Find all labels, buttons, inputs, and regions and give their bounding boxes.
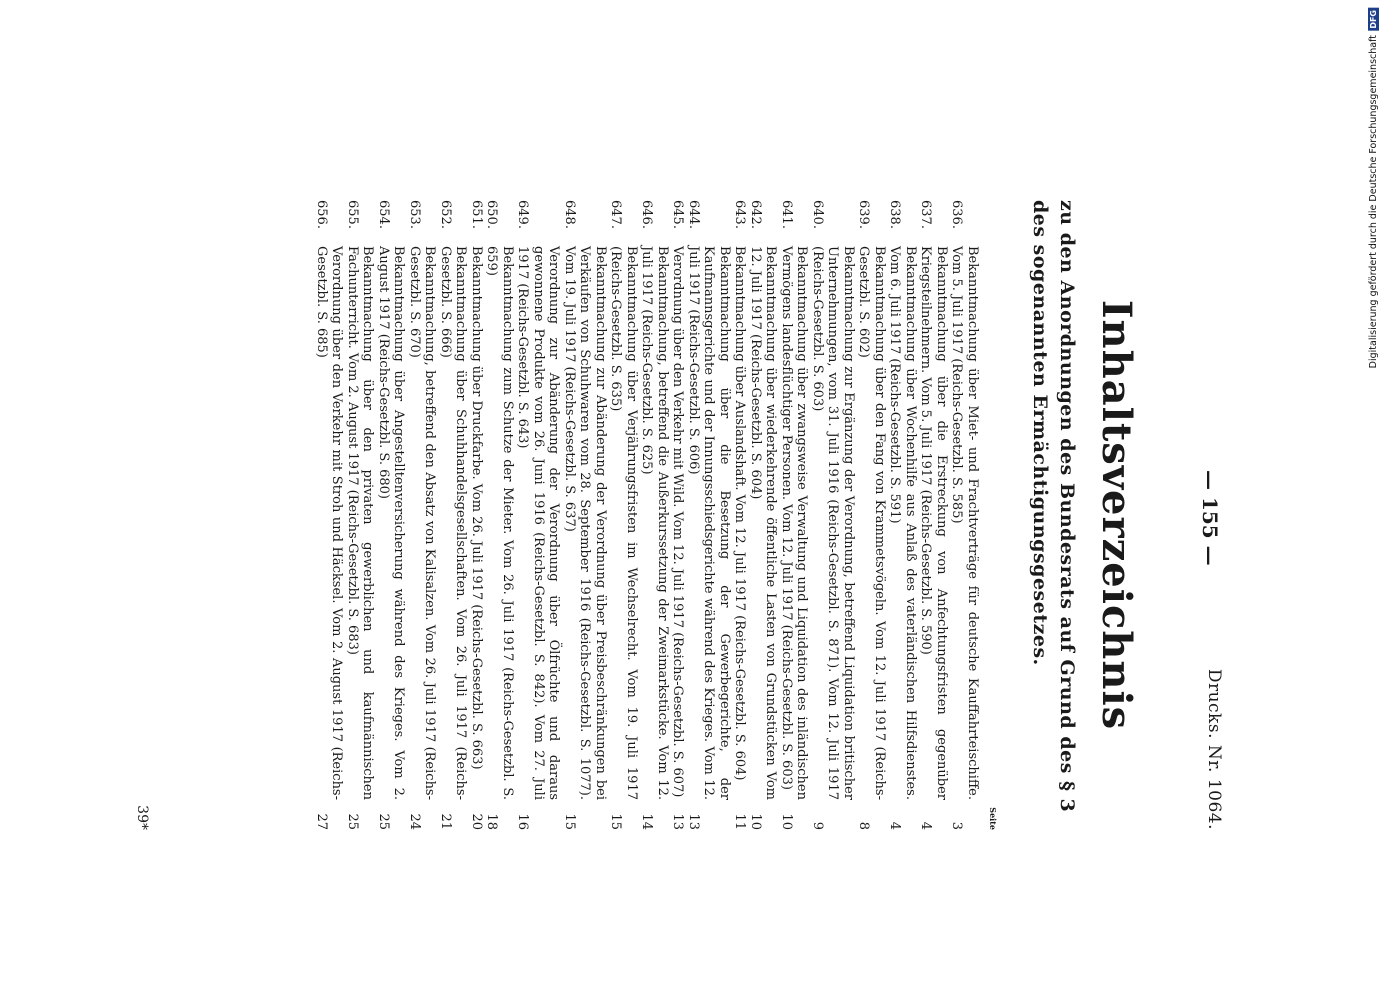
dfg-logo: DFG <box>1369 10 1378 29</box>
dfg-sidebar <box>1368 8 1379 368</box>
entry-page: 3 <box>949 821 965 830</box>
entry-page: 16 <box>515 813 531 830</box>
toc-entry <box>639 200 670 830</box>
entry-text: Bekanntmachung über die Besetzung der Gewerbegerichte, der Kaufmannsgerichte und der Innungsschiedsgerichte während des Krieges. Vom 12. Juli 1917 (Reichs-Gesetzbl. S. 606) <box>686 246 732 800</box>
entry-number: 654. <box>376 200 391 229</box>
entry-text: Bekanntmachung über Auslandshaft. Vom 12. Juli 1917 (Reichs-Gesetzbl. S. 604) <box>732 246 748 781</box>
entry-text: Bekanntmachung über Schuhhandelsgesellschaften. Vom 26. Juli 1917 (Reichs-Gesetzbl. S. 666) <box>438 246 469 800</box>
entry-number: 653. <box>407 200 422 229</box>
entry-page: 24 <box>407 813 422 830</box>
entry-number: 636. <box>949 200 965 229</box>
page-title: Inhaltsverzeichnis <box>1093 299 1140 731</box>
entry-number: 645. <box>670 200 686 229</box>
seite-label: Seite <box>988 807 998 830</box>
entry-text: Verordnung über den Verkehr mit Wild. Vom 12. Juli 1917 (Reichs-Gesetzbl. S. 607) <box>670 246 686 798</box>
toc-entry <box>670 200 686 830</box>
footer-mark: 39* <box>134 805 150 830</box>
dfg-credit-text: Digitalisierung gefördert durch die Deutsche Forschungsgemeinschaft <box>1368 34 1379 368</box>
toc-entry <box>562 200 609 830</box>
entry-text: Verordnung über den Verkehr mit Stroh und Häcksel. Vom 2. August 1917 (Reichs-Gesetzbl. S. 685) <box>314 246 345 800</box>
entry-number: 646. <box>639 200 655 229</box>
entry-number: 651. <box>469 200 484 229</box>
entry-text: Bekanntmachung über Verjährungsfristen im Wechselrecht. Vom 19. Juli 1917 (Reichs-Gesetzbl. S. 635) <box>608 246 639 800</box>
toc-entry <box>856 200 887 830</box>
page-number: — 155 — <box>1198 470 1222 566</box>
entry-page: 15 <box>608 813 624 830</box>
entry-text: Bekanntmachung über Angestelltenversicherung während des Krieges. Vom 2. August 1917 (Reichs-Gesetzbl. S. 680) <box>376 246 407 800</box>
entry-number: 639. <box>856 200 872 229</box>
entry-page: 9 <box>810 821 825 830</box>
entry-number: 649. <box>515 200 531 229</box>
entry-number: 647. <box>608 200 624 229</box>
toc-entry <box>810 200 857 830</box>
toc-list <box>314 200 981 830</box>
toc-entry <box>469 200 485 830</box>
toc-entry <box>887 200 918 830</box>
entry-text: Bekanntmachung zum Schutze der Mieter. Vom 26. Juli 1917 (Reichs-Gesetzbl. S. 659) <box>484 246 515 800</box>
entry-number: 652. <box>438 200 453 229</box>
toc-entry <box>438 200 469 830</box>
entry-page: 8 <box>856 821 872 830</box>
entry-text: Bekanntmachung über Druckfarbe. Vom 26. Juli 1917 (Reichs-Gesetzbl. S. 663) <box>469 246 484 770</box>
toc-entry <box>515 200 562 830</box>
entry-number: 650. <box>484 200 500 229</box>
page-header <box>1190 200 1230 830</box>
entry-page: 18 <box>484 813 500 830</box>
entry-number: 643. <box>732 200 748 229</box>
entry-page: 4 <box>887 821 903 830</box>
entry-text: Bekanntmachung über den Fang von Krammetsvögeln. Vom 12. Juli 1917 (Reichs-Gesetzbl. S. 602) <box>856 246 887 800</box>
entry-number: 637. <box>918 200 934 229</box>
entry-text: Verordnung zur Abänderung der Verordnung über Ölfrüchte und daraus gewonnene Produkte vom 26. Juni 1916 (Reichs-Gesetzbl. S. 842). Vom 27. Juli 1917 (Reichs-Gesetzbl. S. 643) <box>515 246 562 800</box>
entry-text: Bekanntmachung über Miet- und Frachtverträge für deutsche Kauffahrteischiffe. Vom 5. Juli 1917 (Reichs-Gesetzbl. S. 585) <box>949 246 980 800</box>
entry-number: 656. <box>314 200 329 229</box>
entry-number: 655. <box>345 200 360 229</box>
page-subtitle: zu den Anordnungen des Bundesrats auf Grund des § 3 des sogenannten Ermächtigungsgesetzes. <box>1029 200 1078 813</box>
toc-entry <box>407 200 438 830</box>
entry-text: Bekanntmachung über zwangsweise Verwaltung und Liquidation des inländischen Vermögens landesflüchtiger Personen. Vom 12. Juli 1917 (Reichs-Gesetzbl. S. 603) <box>779 246 810 800</box>
entry-page: 15 <box>562 813 577 830</box>
entry-page: 10 <box>779 813 794 830</box>
entry-text: Bekanntmachung zur Abänderung der Verordnung über Preisbeschränkungen bei Verkäufen von Schuhwaren vom 28. September 1916 (Reichs-Gesetzbl. S. 1077). Vom 19. Juli 1917 (Reichs-Gesetzbl. S. 637) <box>562 246 608 800</box>
toc-entry <box>918 200 949 830</box>
entry-page: 25 <box>345 813 360 830</box>
entry-text: Bekanntmachung, betreffend den Absatz von Kalisalzen. Vom 26. Juli 1917 (Reichs-Gesetzbl. S. 670) <box>407 246 438 800</box>
entry-page: 27 <box>314 813 329 830</box>
druck-number: Drucks. Nr. 1064. <box>1204 668 1224 830</box>
entry-page: 13 <box>686 813 701 830</box>
entry-page: 25 <box>376 813 391 830</box>
toc-entry <box>345 200 376 830</box>
entry-page: 10 <box>748 813 763 830</box>
entry-number: 638. <box>887 200 903 229</box>
entry-number: 640. <box>810 200 825 229</box>
entry-number: 642. <box>748 200 763 229</box>
entry-text: Bekanntmachung über die Erstreckung von Anfechtungsfristen gegenüber Kriegsteilnehmern. Vom 5. Juli 1917 (Reichs-Gesetzbl. S. 590) <box>918 246 949 800</box>
entry-number: 644. <box>686 200 701 229</box>
entry-text: Bekanntmachung über den privaten gewerblichen und kaufmännischen Fachunterricht. Vom 2. August 1917 (Reichs-Gesetzbl. S. 683) <box>345 246 376 800</box>
toc-entry <box>732 200 748 830</box>
entry-page: 21 <box>438 813 453 830</box>
toc-entry <box>779 200 810 830</box>
entry-page: 20 <box>469 813 484 830</box>
toc-entry <box>314 200 345 830</box>
entry-text: Bekanntmachung über wiederkehrende öffentliche Lasten von Grundstücken Vom 12. Juli 1917 (Reichs-Gesetzbl. S. 604) <box>748 246 779 800</box>
entry-page: 4 <box>918 821 934 830</box>
rotated-page <box>100 200 1230 830</box>
toc-entry <box>949 200 980 830</box>
entry-number: 648. <box>562 200 577 229</box>
entry-text: Bekanntmachung über Wochenhilfe aus Anlaß des vaterländischen Hilfsdienstes. Vom 6. Juli 1917 (Reichs-Gesetzbl. S. 591) <box>887 246 918 800</box>
entry-number: 641. <box>779 200 794 229</box>
toc-entry <box>686 200 733 830</box>
toc-entry <box>608 200 639 830</box>
entry-text: Bekanntmachung zur Ergänzung der Verordnung, betreffend Liquidation britischer Unternehmungen, vom 31. Juli 1916 (Reichs-Gesetzbl. S. 871). Vom 12. Juli 1917 (Reichs-Gesetzbl. S. 603) <box>810 246 856 800</box>
entry-page: 11 <box>732 813 748 830</box>
toc-entry <box>748 200 779 830</box>
entry-text: Bekanntmachung, betreffend die Außerkurssetzung der Zweimarkstücke. Vom 12. Juli 1917 (Reichs-Gesetzbl. S. 625) <box>639 246 670 800</box>
toc-entry <box>484 200 515 830</box>
toc-entry <box>376 200 407 830</box>
entry-page: 14 <box>639 813 655 830</box>
entry-page: 13 <box>670 813 686 830</box>
